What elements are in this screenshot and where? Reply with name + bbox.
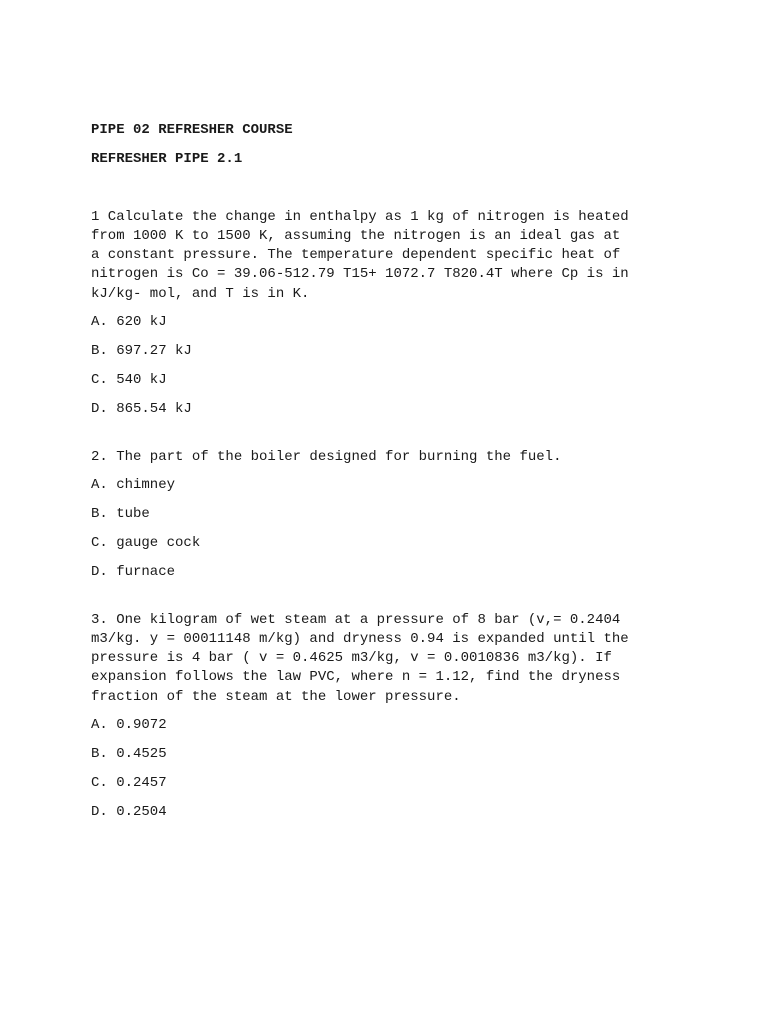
question-text-line: m3/kg. y = 00011148 m/kg) and dryness 0.94 is expanded until the bbox=[91, 630, 629, 647]
answer-option-a: A. chimney bbox=[91, 476, 176, 493]
question-text-line: 1 Calculate the change in enthalpy as 1 kg of nitrogen is heated bbox=[91, 208, 629, 225]
question-text-line: expansion follows the law PVC, where n = 1.12, find the dryness bbox=[91, 669, 621, 686]
section-heading: REFRESHER PIPE 2.1 bbox=[91, 151, 243, 168]
document-page bbox=[91, 121, 681, 832]
question-text-line: kJ/kg- mol, and T is in K. bbox=[91, 285, 310, 302]
answer-option-c: C. 540 kJ bbox=[91, 372, 167, 389]
question-text-line: fraction of the steam at the lower pressure. bbox=[91, 688, 461, 705]
question-text-line: from 1000 K to 1500 K, assuming the nitrogen is an ideal gas at bbox=[91, 227, 621, 244]
answer-option-b: B. tube bbox=[91, 506, 150, 523]
question-3 bbox=[91, 611, 681, 823]
question-text-line: 2. The part of the boiler designed for burning the fuel. bbox=[91, 448, 562, 465]
answer-option-a: A. 620 kJ bbox=[91, 314, 167, 331]
course-heading: PIPE 02 REFRESHER COURSE bbox=[91, 122, 293, 138]
question-1 bbox=[91, 208, 681, 420]
answer-option-d: D. furnace bbox=[91, 564, 176, 581]
question-text-line: pressure is 4 bar ( v = 0.4625 m3/kg, v = 0.0010836 m3/kg). If bbox=[91, 650, 612, 667]
question-text bbox=[91, 611, 681, 707]
question-text-line: nitrogen is Co = 39.06-512.79 T15+ 1072.7 T820.4T where Cp is in bbox=[91, 266, 629, 283]
question-text-line: a constant pressure. The temperature dependent specific heat of bbox=[91, 247, 621, 264]
answer-option-a: A. 0.9072 bbox=[91, 717, 167, 734]
question-2 bbox=[91, 448, 681, 583]
answer-option-b: B. 0.4525 bbox=[91, 746, 167, 763]
question-text bbox=[91, 448, 681, 467]
answer-option-b: B. 697.27 kJ bbox=[91, 343, 192, 360]
answer-option-c: C. 0.2457 bbox=[91, 775, 167, 792]
question-text-line: 3. One kilogram of wet steam at a pressure of 8 bar (v,= 0.2404 bbox=[91, 611, 621, 628]
answer-option-d: D. 0.2504 bbox=[91, 804, 167, 821]
question-text bbox=[91, 208, 681, 304]
answer-option-d: D. 865.54 kJ bbox=[91, 401, 192, 418]
answer-option-c: C. gauge cock bbox=[91, 535, 201, 552]
